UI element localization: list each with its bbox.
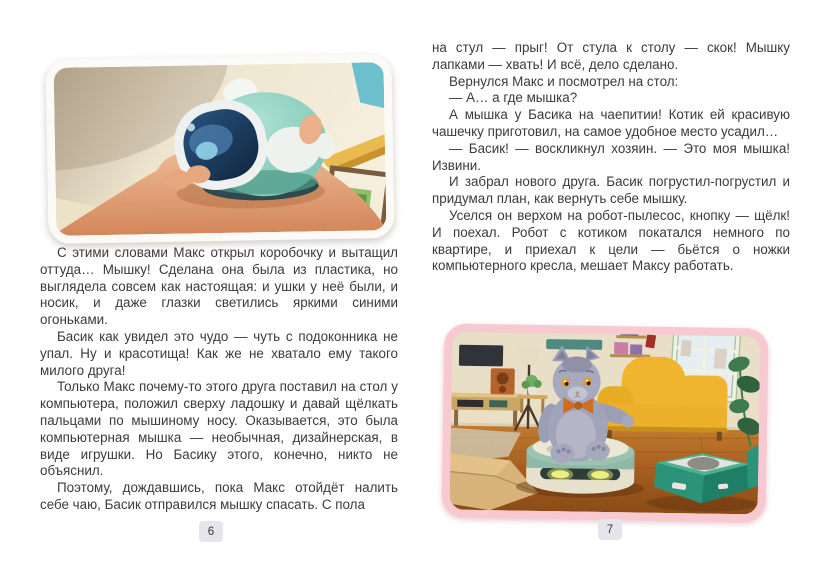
tv — [459, 345, 503, 367]
left-page-text — [40, 245, 398, 514]
paragraph: С этими словами Макс открыл коробочку и вытащил оттуда… Мышку! Сделана она была из пластика, но выглядела совсем как настоящая: и ушки у неё были, и носик, и даже глазки светились яркими синими огоньками. — [40, 245, 398, 328]
paragraph: Басик как увидел это чудо — чуть с подоконника не упал. Ну и красотища! Как же не хватало ему такого милого друга! — [40, 328, 398, 378]
page-number-badge: 7 — [598, 519, 622, 540]
speaker — [490, 368, 514, 394]
page-number-badge: 6 — [199, 521, 223, 542]
paragraph: Поэтому, дождавшись, пока Макс отойдёт налить себе чаю, Басик отправился мышку спасать. С пола — [40, 480, 398, 512]
paragraph: — А… а где мышка? — [449, 90, 578, 106]
cat-vacuum-illustration — [450, 332, 761, 515]
paragraph: И забрал нового друга. Басик погрустил-погрустил и придумал план, как вернуть себе мышку. — [432, 174, 790, 207]
photo-robot-mouse — [45, 54, 394, 244]
paragraph: Уселся он верхом на робот-пылесос, кнопку — щёлк! И поехал. Робот с котиком покатался немного по квартире, и приехал к цели — бьётся о ножки компьютерного кресла, мешает Максу работать. — [432, 207, 790, 274]
paragraph: Только Макс почему-то этого друга поставил на стол у компьютера, положил сверху ладошку и давай щёлкать пальцами по мышиному носу. Оказывается, это была компьютерная мышка — необычная, дизайнерская, в виде игрушки. Но Басику этого, конечно, никто не объяснил. — [40, 379, 398, 479]
right-page-text — [432, 40, 790, 275]
robot-mouse-illustration — [54, 62, 387, 236]
paragraph: А мышка у Басика на чаепитии! Котик ей красивую чашечку приготовил, на самое удобное место усадил… — [432, 107, 790, 139]
paragraph: — Басик! — воскликнул хозяин. — Это моя мышка! Извини. — [432, 140, 790, 173]
valance — [546, 339, 602, 350]
paragraph: на стул — прыг! От стула к столу — скок! Мышку лапками — хвать! И всё, дело сделано. — [432, 40, 790, 72]
paragraph: Вернулся Макс и посмотрел на стол: — [449, 73, 679, 89]
photo-cat-vacuum — [441, 323, 768, 522]
